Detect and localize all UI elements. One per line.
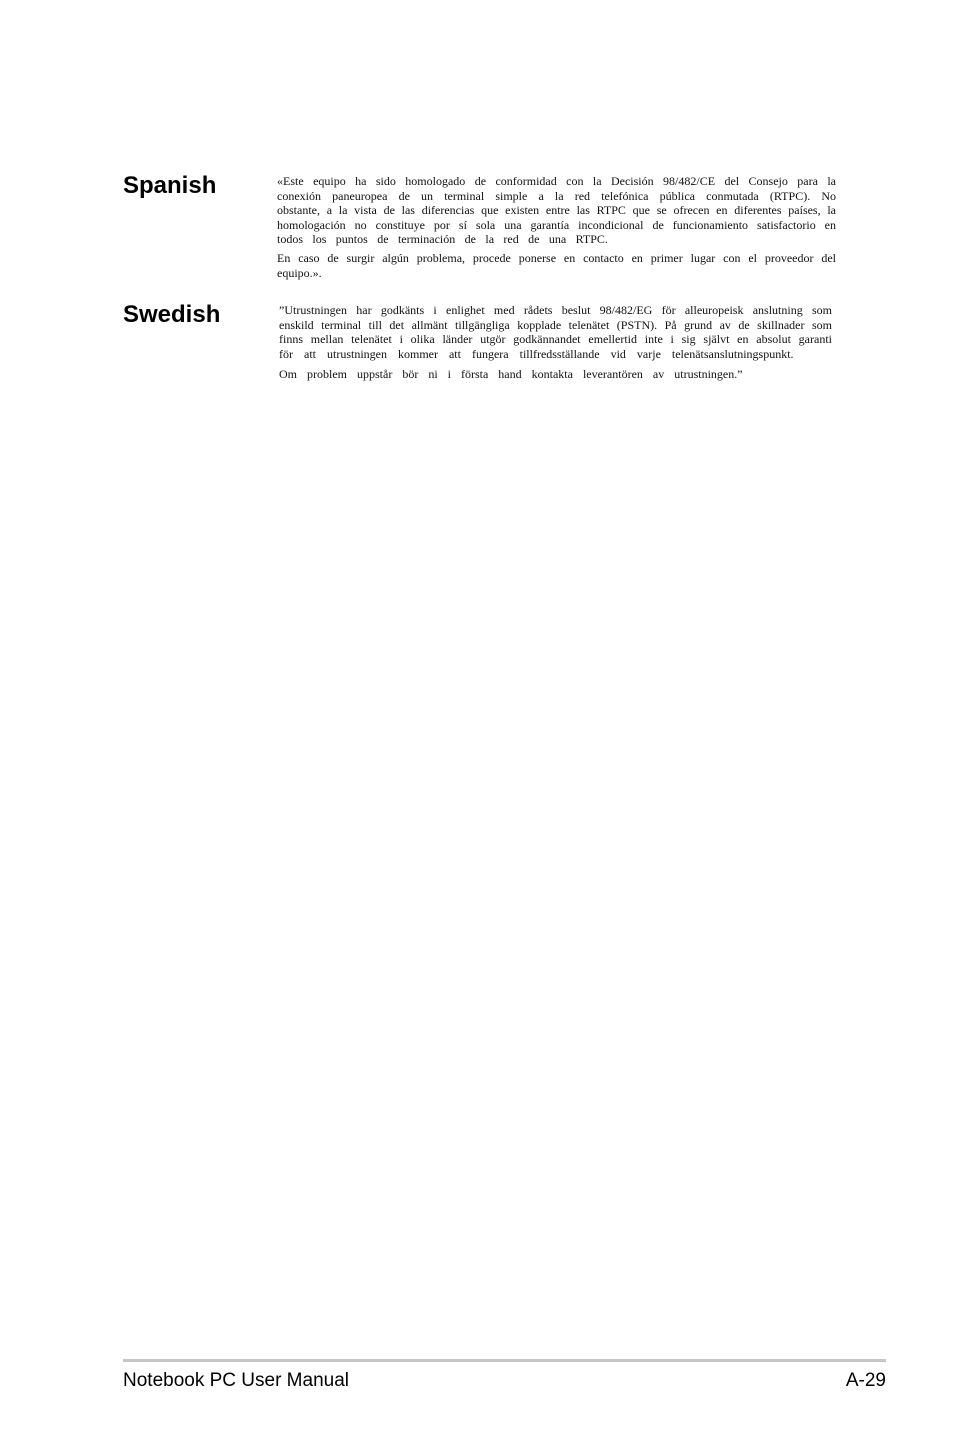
text-line: Om problem uppstår bör ni i första hand kontakta leverantören av utrustningen.” — [279, 367, 743, 381]
text-line: todos los puntos de terminación de la red de una RTPC. — [277, 232, 608, 246]
section-body-swedish — [279, 303, 832, 382]
footer-divider — [123, 1359, 886, 1362]
paragraph — [279, 303, 832, 361]
text-line: ”Utrustningen har godkänts i enlighet med rådets beslut 98/482/EG för alleuropeisk anslutning som — [279, 303, 832, 317]
section-body-spanish — [277, 174, 836, 280]
text-line: conexión paneuropea de un terminal simple a la red telefónica pública conmutada (RTPC). No — [277, 188, 836, 203]
text-line: En caso de surgir algún problema, procede ponerse en contacto en primer lugar con el proveedor del — [277, 251, 836, 265]
paragraph — [277, 251, 836, 280]
section-heading-spanish: Spanish — [123, 172, 217, 199]
text-line: för att utrustningen kommer att fungera tillfredsställande vid varje telenätsanslutningspunkt. — [279, 346, 794, 361]
paragraph — [279, 367, 832, 382]
text-line: homologación no constituye por sí sola una garantía incondicional de funcionamiento satisfactorio en — [277, 217, 836, 232]
paragraph — [277, 174, 836, 247]
text-line: enskild terminal till det allmänt tillgängliga kopplade telenätet (PSTN). På grund av de skillnader som — [279, 317, 832, 332]
text-line: equipo.». — [277, 265, 322, 280]
text-line: finns mellan telenätet i olika länder utgör godkännandet emellertid inte i sig självt en absolut garanti — [279, 332, 832, 346]
text-line: obstante, a la vista de las diferencias que existen entre las RTPC que se ofrecen en diferentes países, la — [277, 203, 836, 217]
page-number: A-29 — [845, 1370, 886, 1391]
footer-title: Notebook PC User Manual — [123, 1370, 349, 1391]
text-line: «Este equipo ha sido homologado de conformidad con la Decisión 98/482/CE del Consejo para la — [277, 174, 836, 188]
section-heading-swedish: Swedish — [123, 301, 221, 328]
